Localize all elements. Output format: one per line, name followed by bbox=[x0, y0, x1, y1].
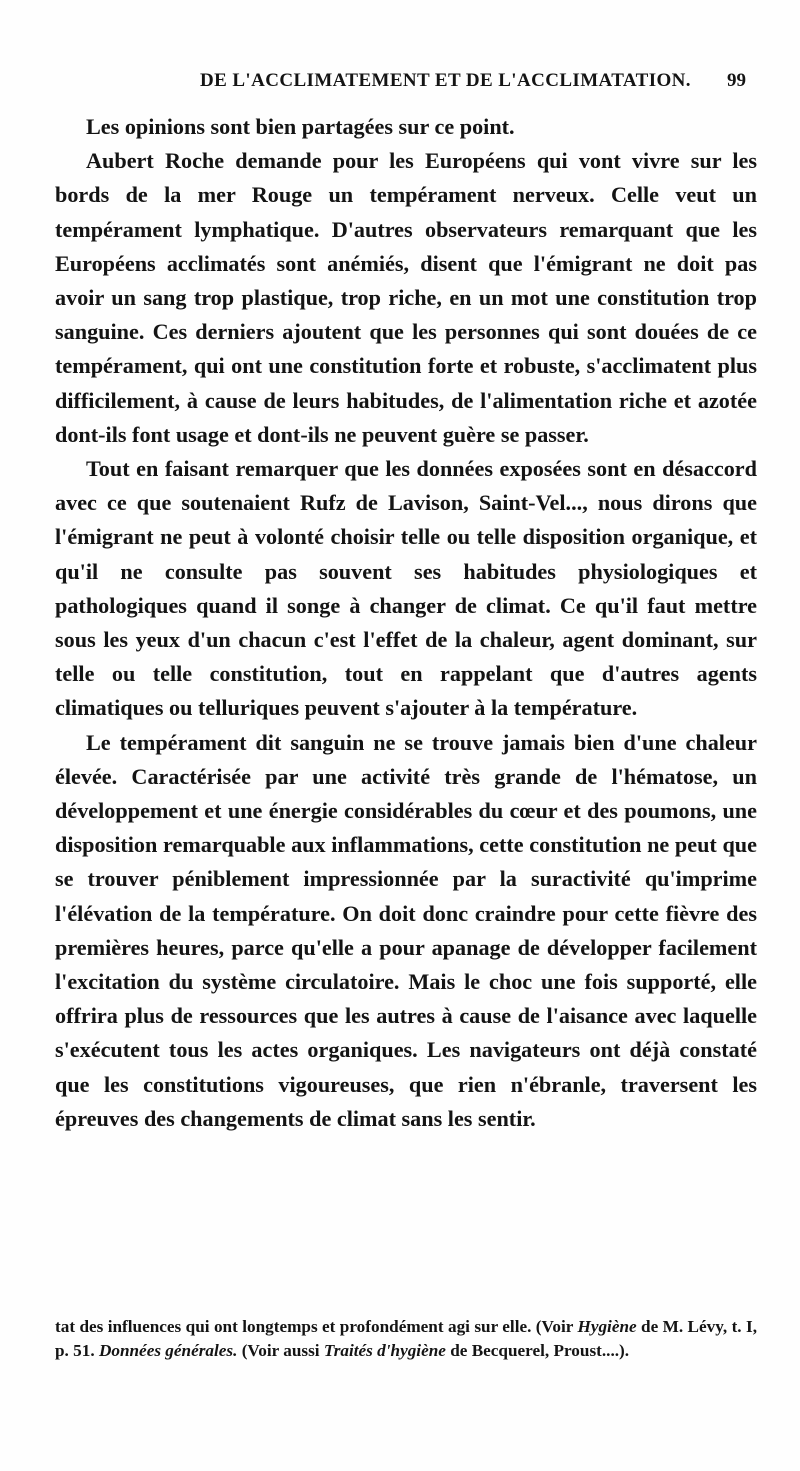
footnote-part-4: de Becquerel, Proust....). bbox=[445, 1340, 630, 1360]
paragraph-1: Les opinions sont bien partagées sur ce point. bbox=[86, 114, 515, 139]
footnote-ref-traites: Traités d'hygiène bbox=[323, 1340, 446, 1360]
running-title: DE L'ACCLIMATEMENT ET DE L'ACCLIMATATION. bbox=[200, 70, 691, 91]
footnote-text bbox=[55, 1315, 757, 1362]
footnote-part-2: de M. Lévy, t. I, p. 51. bbox=[55, 1317, 757, 1360]
footnote bbox=[55, 1315, 757, 1362]
footnote-ref-hygiene: Hygiène bbox=[577, 1317, 637, 1336]
page-header bbox=[55, 66, 770, 100]
footnote-part-3: (Voir aussi bbox=[237, 1340, 324, 1360]
paragraph-4: Le tempérament dit sanguin ne se trouve jamais bien d'une chaleur élevée. Caractérisée par une activité très grande de l'hématose, un développement et une énergie considérables du cœur et des poumons, une disposition remarquable aux inflammations, cette constitution ne peut que se trouver péniblement impressionnée par la suractivité qu'imprime l'élévation de la température. On doit donc craindre pour cette fièvre des premières heures, parce qu'elle a pour apanage de développer facilement l'excitation du système circulatoire. Mais le choc une fois supporté, elle offrira plus de ressources que les autres à cause de l'aisance avec laquelle s'exécutent tous les actes organiques. Les navigateurs ont déjà constaté que les constitutions vigoureuses, que rien n'ébranle, traversent les épreuves des changements de climat sans les sentir. bbox=[55, 729, 757, 1131]
page-number: 99 bbox=[727, 70, 746, 91]
footnote-ref-donnees: Données générales. bbox=[98, 1340, 238, 1360]
footnote-part-1: tat des influences qui ont longtemps et profondément agi sur elle. (Voir bbox=[55, 1317, 578, 1336]
paragraph-3: Tout en faisant remarquer que les données exposées sont en désaccord avec ce que soutenaient Rufz de Lavison, Saint-Vel..., nous dirons que l'émigrant ne peut à volonté choisir telle ou telle disposition organique, et qu'il ne consulte pas souvent ses habitudes physiologiques et pathologiques quand il songe à changer de climat. Ce qu'il faut mettre sous les yeux d'un chacun c'est l'effet de la chaleur, agent dominant, sur telle ou telle constitution, tout en rappelant que d'autres agents climatiques ou telluriques peuvent s'ajouter à la température. bbox=[55, 456, 757, 721]
main-text bbox=[55, 110, 757, 1136]
paragraph-2: Aubert Roche demande pour les Européens qui vont vivre sur les bords de la mer Rouge un tempérament nerveux. Celle veut un tempérament lymphatique. D'autres observateurs remarquant que les Européens acclimatés sont anémiés, disent que l'émigrant ne doit pas avoir un sang trop plastique, trop riche, en un mot une constitution trop sanguine. Ces derniers ajoutent que les personnes qui sont douées de ce tempérament, qui ont une constitution forte et robuste, s'acclimatent plus difficilement, à cause de leurs habitudes, de l'alimentation riche et azotée dont-ils font usage et dont-ils ne peuvent guère se passer. bbox=[55, 148, 757, 447]
